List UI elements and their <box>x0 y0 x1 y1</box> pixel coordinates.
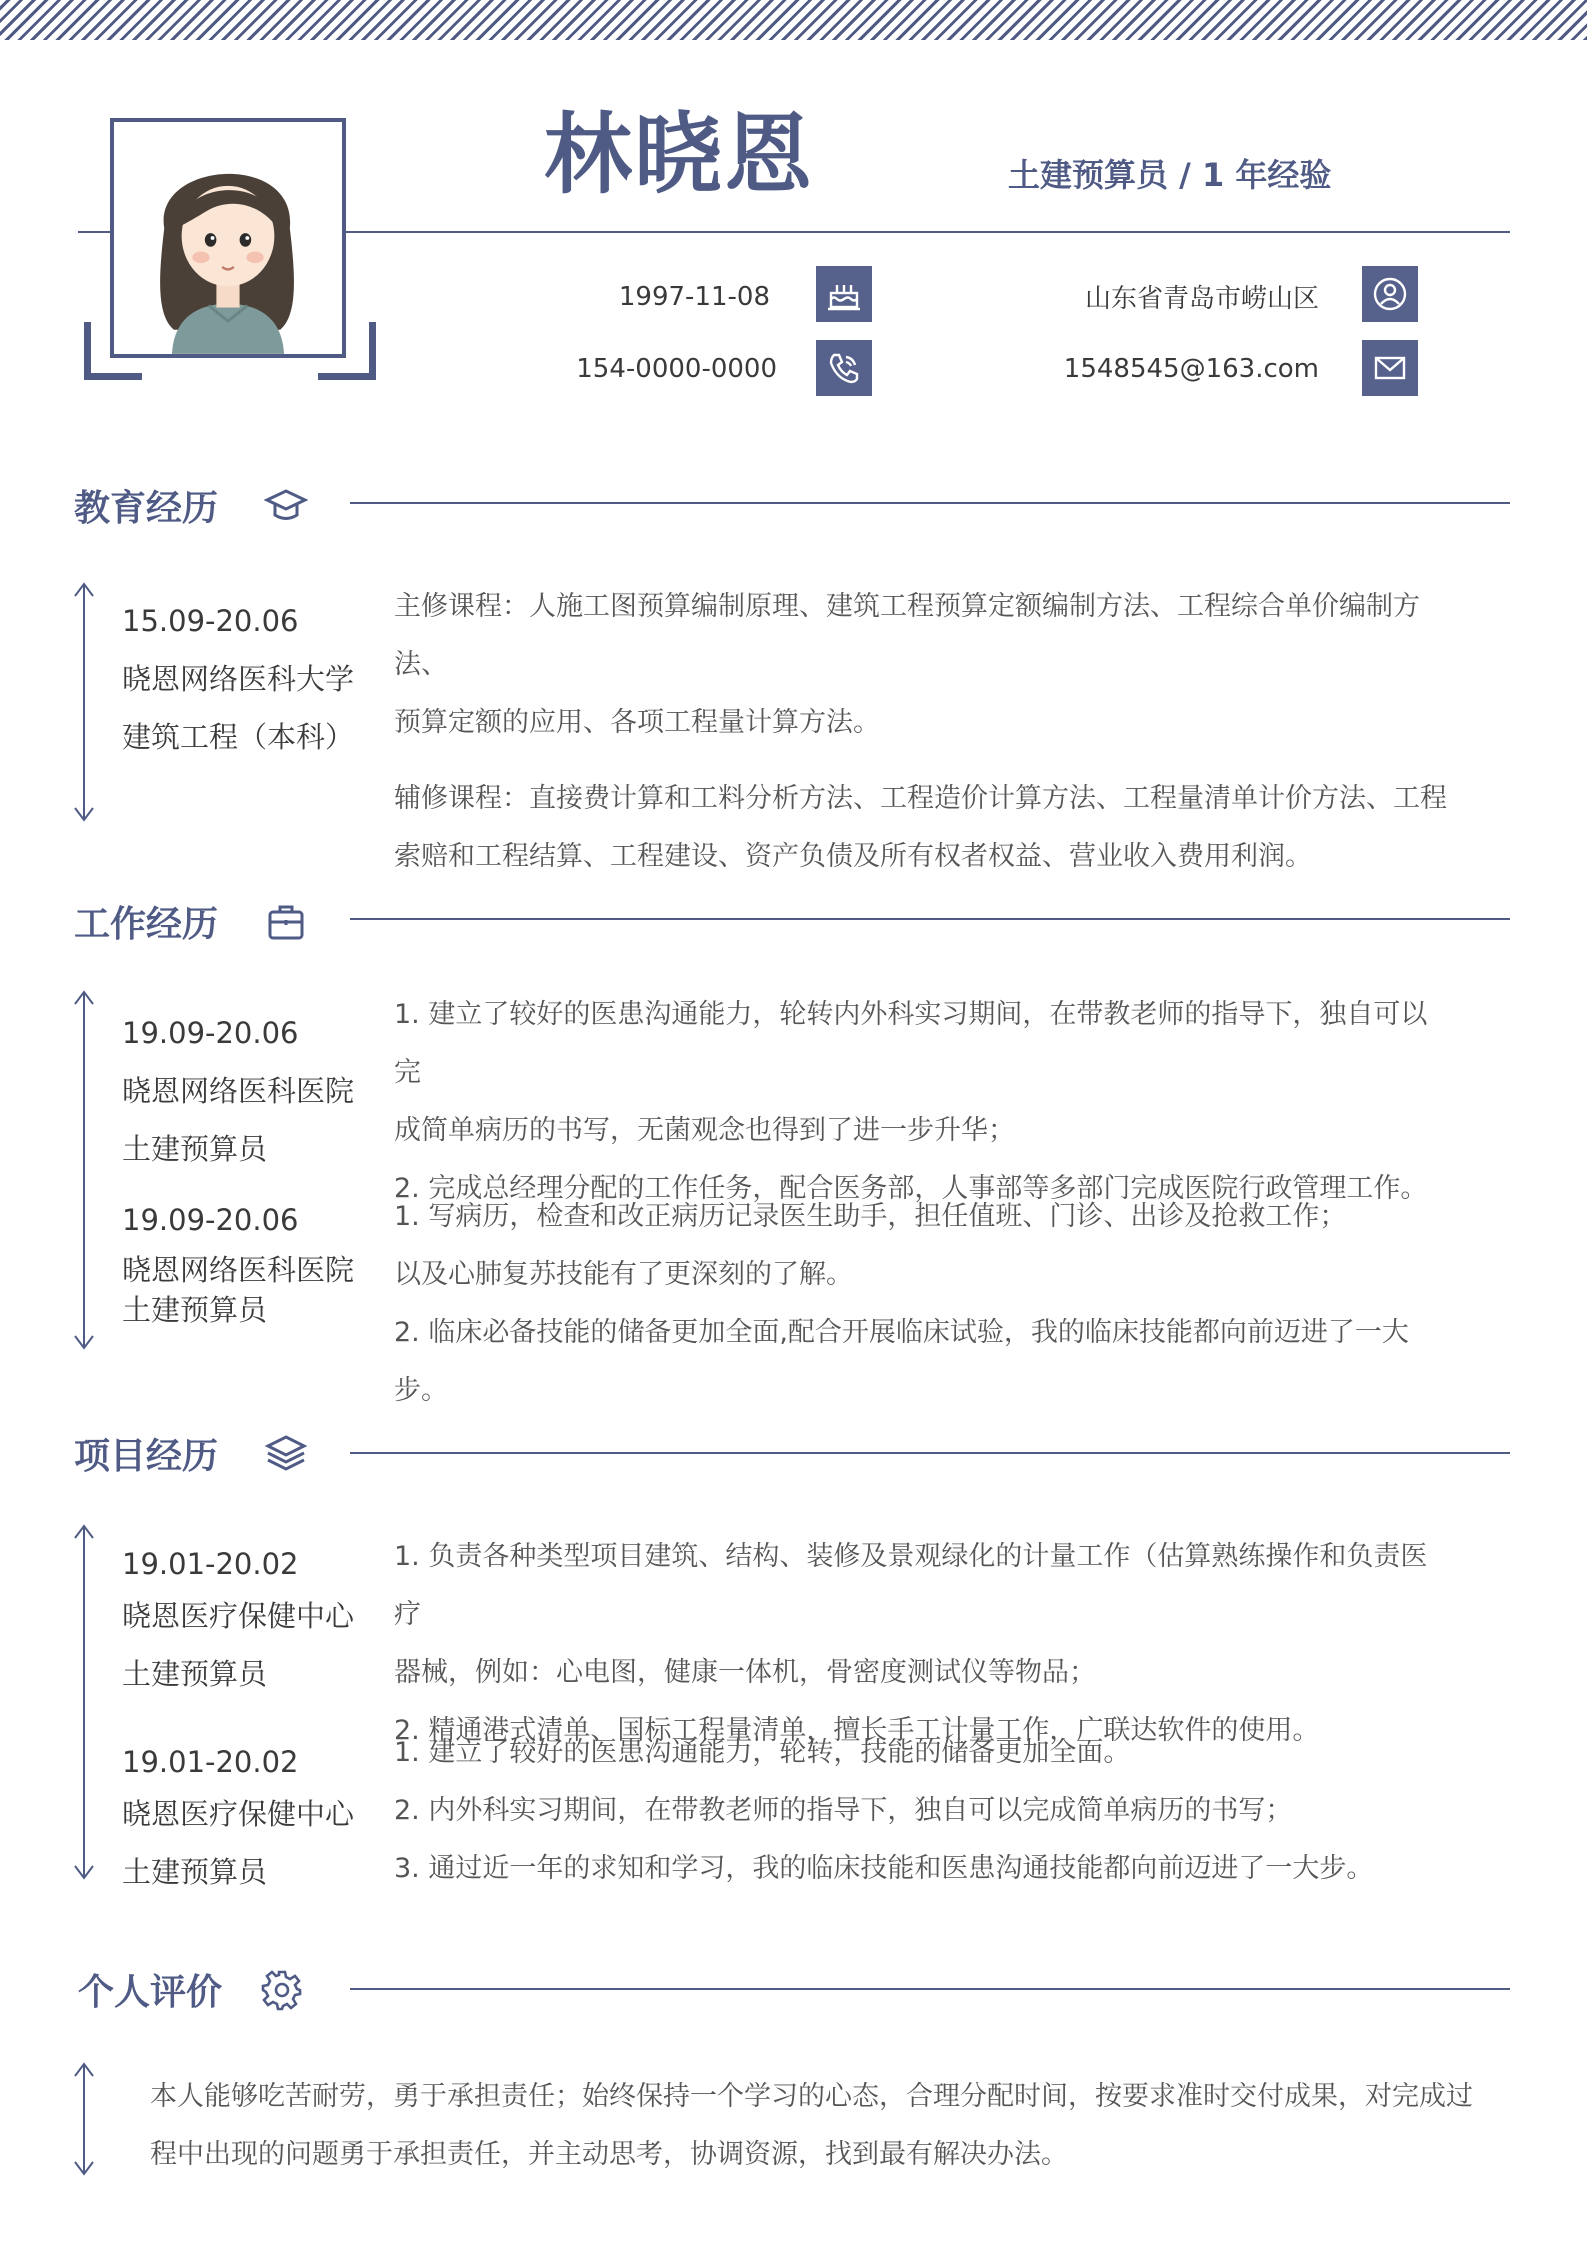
project-entry-2-date: 19.01-20.02 <box>122 1745 299 1779</box>
mail-icon <box>1362 340 1418 396</box>
project-entry-1-info <box>122 1538 354 1700</box>
work-entry-1-org: 晓恩网络医科医院 <box>122 1074 355 1108</box>
work-entry-2-org: 晓恩网络医科医院 <box>122 1253 355 1287</box>
work-divider <box>350 918 1510 920</box>
project-entry-2-line-2: 2. 内外科实习期间，在带教老师的指导下，独自可以完成简单病历的书写； <box>394 1795 1293 1826</box>
photo-corner-right <box>318 322 376 380</box>
project-entry-2-role: 土建预算员 <box>122 1855 268 1889</box>
project-entry-1-date: 19.01-20.02 <box>122 1547 299 1581</box>
education-divider <box>350 502 1510 504</box>
work-entry-1-details <box>394 986 1454 1218</box>
education-major: 建筑工程（本科） <box>122 720 355 754</box>
work-entry-2-info <box>122 1200 354 1330</box>
main-courses-line-2: 预算定额的应用、各项工程量计算方法。 <box>394 707 880 738</box>
project-entry-2-line-3: 3. 通过近一年的求知和学习，我的临床技能和医患沟通技能都向前迈进了一大步。 <box>394 1853 1374 1884</box>
project-entry-1-role: 土建预算员 <box>122 1657 268 1691</box>
user-circle-icon <box>1362 266 1418 322</box>
gear-icon <box>260 1968 304 2012</box>
cake-icon <box>816 266 872 322</box>
work-entry-1-date: 19.09-20.06 <box>122 1016 299 1050</box>
work-entry-1-line-1: 1. 建立了较好的医患沟通能力，轮转内外科实习期间，在带教老师的指导下，独自可以完 <box>394 999 1428 1088</box>
minor-courses-line-1: 辅修课程：直接费计算和工料分析方法、工程造价计算方法、工程量清单计价方法、工程 <box>394 783 1447 814</box>
evaluation-line-1: 本人能够吃苦耐劳，勇于承担责任；始终保持一个学习的心态，合理分配时间，按要求准时交付成果，对完成过 <box>150 2081 1473 2112</box>
evaluation-timeline-arrow <box>72 2062 96 2176</box>
phone-text: 154-0000-0000 <box>576 354 777 384</box>
work-entry-1-info <box>122 1004 354 1178</box>
header-divider <box>346 231 1510 233</box>
top-stripe-band <box>0 0 1587 40</box>
education-date: 15.09-20.06 <box>122 604 299 638</box>
birthday-text: 1997-11-08 <box>618 282 770 312</box>
projects-section-title: 项目经历 <box>74 1436 219 1477</box>
project-entry-2-line-1: 1. 建立了较好的医患沟通能力，轮转，技能的储备更加全面。 <box>394 1737 1131 1768</box>
evaluation-section-title: 个人评价 <box>78 1972 223 2013</box>
project-entry-2-org: 晓恩医疗保健中心 <box>122 1797 355 1831</box>
project-entry-1-line-3: 2. 精通港式清单、国标工程量清单，擅长手工计量工作，广联达软件的使用。 <box>394 1715 1320 1746</box>
work-entry-1-line-2: 成简单病历的书写，无菌观念也得到了进一步升华； <box>394 1115 1015 1146</box>
main-courses-line-1: 主修课程：人施工图预算编制原理、建筑工程预算定额编制方法、工程综合单价编制方法、 <box>394 591 1420 680</box>
phone-icon <box>816 340 872 396</box>
evaluation-text <box>150 2068 1530 2184</box>
layers-icon <box>264 1432 308 1476</box>
education-info <box>122 592 354 766</box>
project-entry-2-info <box>122 1736 354 1898</box>
avatar-photo <box>110 118 346 358</box>
evaluation-divider <box>350 1988 1510 1990</box>
job-title: 土建预算员 / 1 年经验 <box>1008 156 1332 194</box>
education-courses <box>394 578 1454 886</box>
work-entry-2-date: 19.09-20.06 <box>122 1203 299 1237</box>
candidate-name: 林晓恩 <box>544 103 815 206</box>
projects-divider <box>350 1452 1510 1454</box>
photo-corner-left <box>84 322 142 380</box>
work-section-title: 工作经历 <box>74 904 219 945</box>
project-entry-1-line-2: 器械，例如：心电图，健康一体机，骨密度测试仪等物品； <box>394 1657 1096 1688</box>
graduation-cap-icon <box>264 484 308 528</box>
project-entry-1-org: 晓恩医疗保健中心 <box>122 1599 355 1633</box>
work-entry-2-details <box>394 1188 1454 1420</box>
header-divider-left <box>78 231 112 233</box>
minor-courses-line-2: 索赔和工程结算、工程建设、资产负债及所有权者权益、营业收入费用利润。 <box>394 841 1312 872</box>
work-entry-2-line-2: 以及心肺复苏技能有了更深刻的了解。 <box>394 1259 853 1290</box>
education-section-title: 教育经历 <box>74 488 219 529</box>
work-entry-1-line-3: 2. 完成总经理分配的工作任务，配合医务部，人事部等多部门完成医院行政管理工作。 <box>394 1173 1428 1204</box>
evaluation-line-2: 程中出现的问题勇于承担责任，并主动思考，协调资源，找到最有解决办法。 <box>150 2139 1068 2170</box>
project-entry-2-details <box>394 1724 1454 1898</box>
education-school: 晓恩网络医科大学 <box>122 662 355 696</box>
projects-timeline-arrow <box>72 1524 96 1880</box>
project-entry-1-line-1: 1. 负责各种类型项目建筑、结构、装修及景观绿化的计量工作（估算熟练操作和负责医疗 <box>394 1541 1428 1630</box>
work-entry-2-line-3: 2. 临床必备技能的储备更加全面,配合开展临床试验，我的临床技能都向前迈进了一大步。 <box>394 1317 1409 1406</box>
location-text: 山东省青岛市崂山区 <box>1084 284 1319 314</box>
work-entry-2-line-1: 1. 写病历，检查和改正病历记录医生助手，担任值班、门诊、出诊及抢救工作； <box>394 1201 1347 1232</box>
education-timeline-arrow <box>72 582 96 822</box>
email-text: 1548545@163.com <box>1063 354 1319 384</box>
work-entry-2-role: 土建预算员 <box>122 1293 268 1327</box>
briefcase-icon <box>264 900 308 944</box>
work-timeline-arrow <box>72 990 96 1350</box>
work-entry-1-role: 土建预算员 <box>122 1132 268 1166</box>
